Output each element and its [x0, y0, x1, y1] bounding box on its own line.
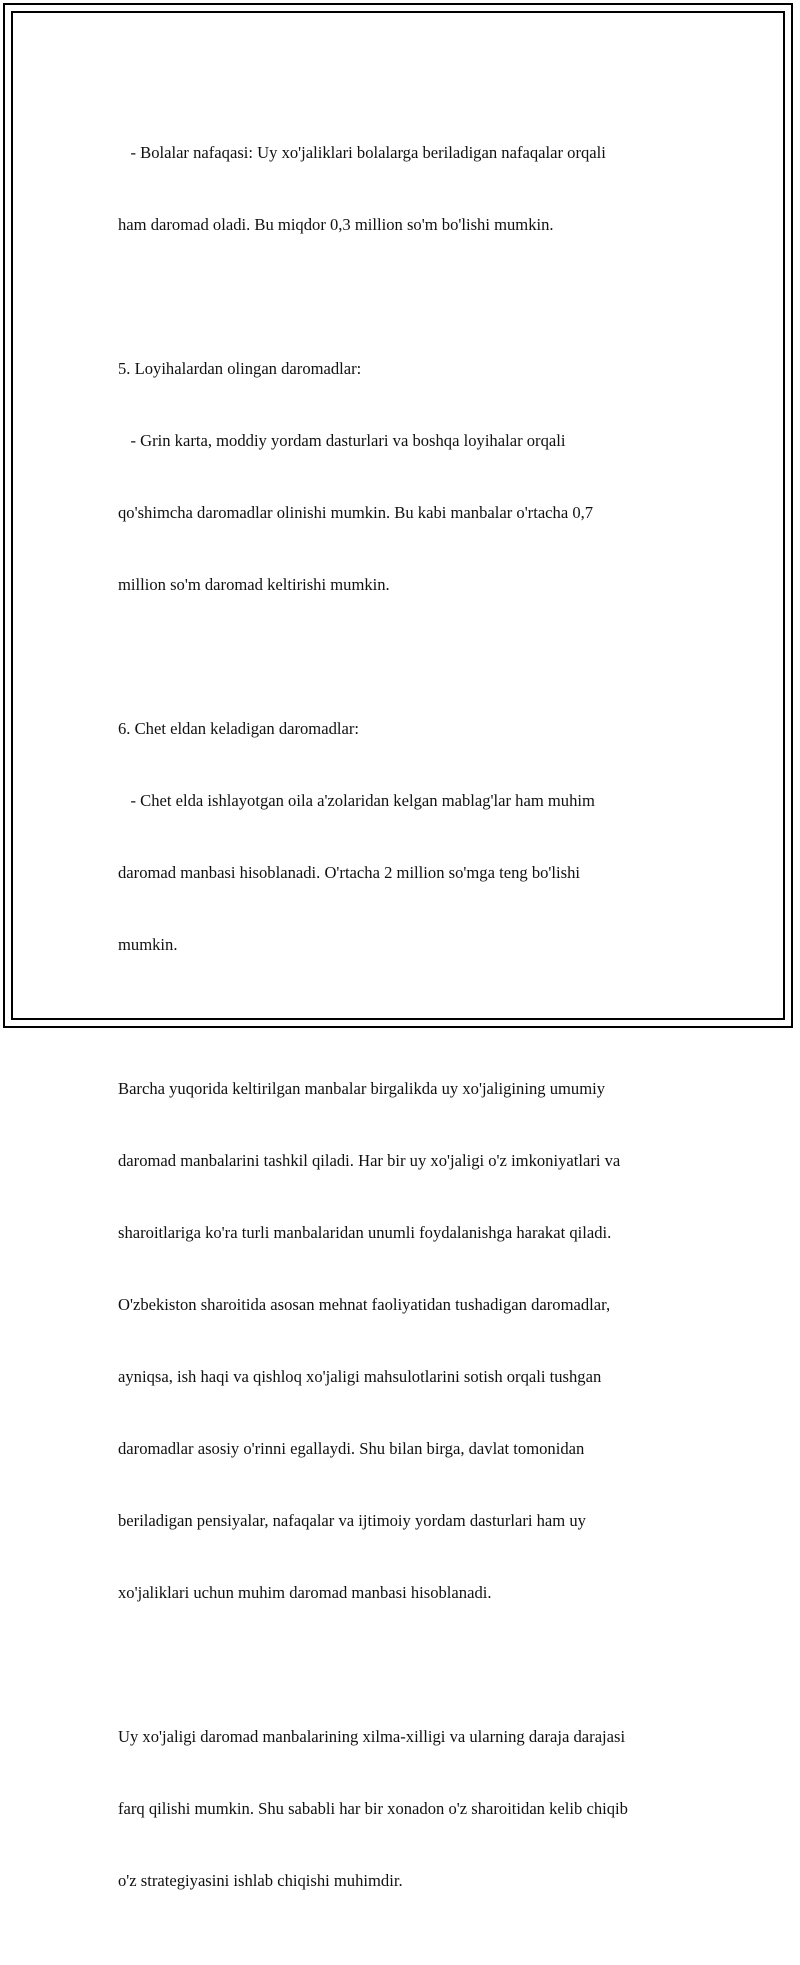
text-line: Barcha yuqorida keltirilgan manbalar birgalikda uy xo'jaligining umumiy [118, 1079, 606, 1098]
paragraph-child-allowance [118, 93, 678, 285]
text-line: million so'm daromad keltirishi mumkin. [118, 575, 390, 594]
paragraph-foreign-income [118, 669, 678, 1005]
text-line: ham daromad oladi. Bu miqdor 0,3 million so'm bo'lishi mumkin. [118, 215, 554, 234]
text-line: qo'shimcha daromadlar olinishi mumkin. Bu kabi manbalar o'rtacha 0,7 [118, 503, 594, 522]
text-line: daromad manbalarini tashkil qiladi. Har bir uy xo'jaligi o'z imkoniyatlari va [118, 1151, 621, 1170]
document-body [118, 93, 678, 1965]
text-line: - Bolalar nafaqasi: Uy xo'jaliklari bolalarga beriladigan nafaqalar orqali [118, 143, 606, 162]
text-line: xo'jaliklari uchun muhim daromad manbasi hisoblanadi. [118, 1583, 492, 1602]
text-line: - Chet elda ishlayotgan oila a'zolaridan kelgan mablag'lar ham muhim [118, 791, 595, 810]
text-line: daromadlar asosiy o'rinni egallaydi. Shu bilan birga, davlat tomonidan [118, 1439, 585, 1458]
text-line: O'zbekiston sharoitida asosan mehnat faoliyatidan tushadigan daromadlar, [118, 1295, 611, 1314]
paragraph-conclusion [118, 1677, 678, 1941]
text-line: ayniqsa, ish haqi va qishloq xo'jaligi mahsulotlarini sotish orqali tushgan [118, 1367, 602, 1386]
text-line: - Grin karta, moddiy yordam dasturlari va boshqa loyihalar orqali [118, 431, 566, 450]
paragraph-summary [118, 1029, 678, 1653]
text-line: beriladigan pensiyalar, nafaqalar va ijtimoiy yordam dasturlari ham uy [118, 1511, 586, 1530]
text-line: o'z strategiyasini ishlab chiqishi muhimdir. [118, 1871, 403, 1890]
section-heading: 5. Loyihalardan olingan daromadlar: [118, 359, 362, 378]
section-heading: 6. Chet eldan keladigan daromadlar: [118, 719, 359, 738]
text-line: mumkin. [118, 935, 178, 954]
text-line: Uy xo'jaligi daromad manbalarining xilma-xilligi va ularning daraja darajasi [118, 1727, 626, 1746]
text-line: farq qilishi mumkin. Shu sababli har bir xonadon o'z sharoitidan kelib chiqib [118, 1799, 628, 1818]
text-line: sharoitlariga ko'ra turli manbalaridan unumli foydalanishga harakat qiladi. [118, 1223, 612, 1242]
text-line: daromad manbasi hisoblanadi. O'rtacha 2 million so'mga teng bo'lishi [118, 863, 580, 882]
paragraph-project-income [118, 309, 678, 645]
